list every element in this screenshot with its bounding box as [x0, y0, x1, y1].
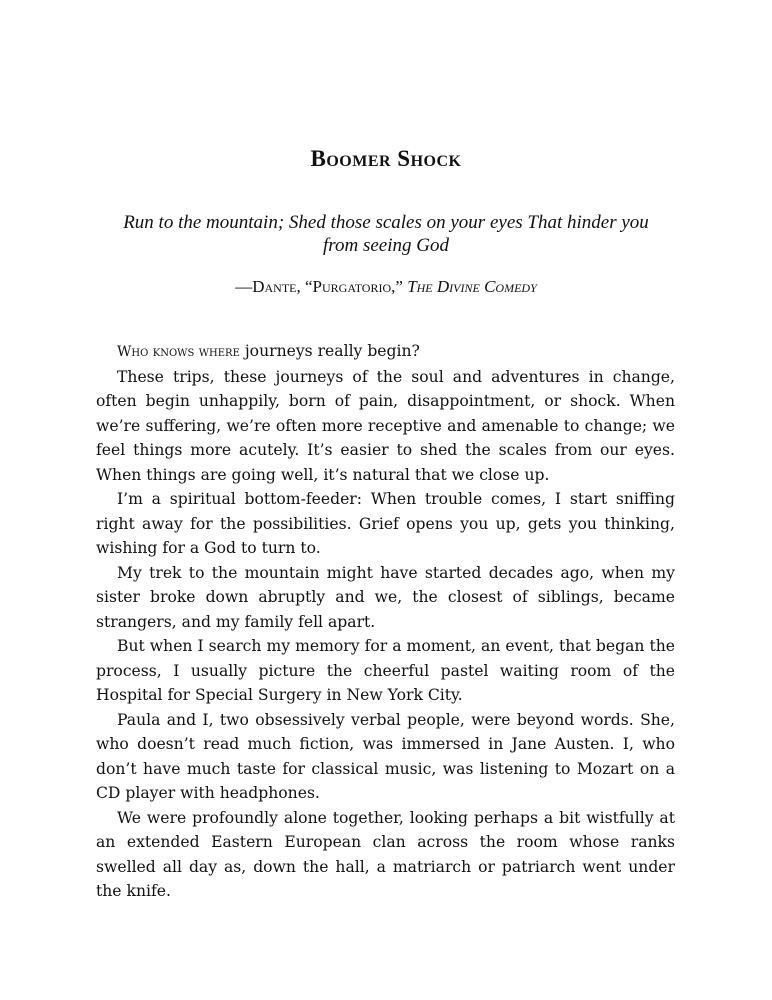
paragraph-text: journeys really begin? — [239, 342, 420, 360]
paragraph: I’m a spiritual bottom-feeder: When trouble comes, I start sniffing right away for the possibilities. Grief opens you up, gets you thinking, wishing for a God to turn to. — [96, 490, 675, 557]
attribution-dash: — — [235, 277, 253, 296]
attribution-separator: , — [296, 277, 306, 296]
epigraph-attribution — [0, 277, 772, 297]
attribution-author: Dante — [252, 277, 297, 296]
paragraph: These trips, these journeys of the soul and adventures in change, often begin unhappily, born of pain, disappointment, or shock. When we’re suffering, we’re often more receptive and amenable to change; we feel things more acutely. It’s easier to shed the scales from our eyes. When things are going well, it’s natural that we close up. — [96, 367, 675, 484]
paragraph-lead-in: Who knows where — [117, 344, 240, 360]
paragraph: But when I search my memory for a moment, an event, that began the process, I usually picture the cheerful pastel waiting room of the Hospital for Special Surgery in New York City. — [96, 637, 675, 704]
chapter-title: Boomer Shock — [310, 146, 462, 171]
paragraph: My trek to the mountain might have started decades ago, when my sister broke down abruptly and we, the closest of siblings, became strangers, and my family fell apart. — [96, 563, 675, 631]
epigraph-text: Run to the mountain; Shed those scales on your eyes That hinder you from seeing God — [123, 212, 649, 256]
attribution-canto: “Purgatorio,” — [305, 277, 403, 296]
chapter-body — [96, 339, 675, 904]
paragraph — [96, 339, 675, 365]
attribution-work: The Divine Comedy — [407, 277, 537, 296]
paragraph: Paula and I, two obsessively verbal people, were beyond words. She, who doesn’t read much fiction, was immersed in Jane Austen. I, who don’t have much taste for classical music, was listening to Mozart on a CD player with headphones. — [96, 710, 675, 802]
paragraph: We were profoundly alone together, looking perhaps a bit wistfully at an extended Eastern European clan across the room whose ranks swelled all day as, down the hall, a matriarch or patriarch went under the knife. — [96, 808, 675, 900]
